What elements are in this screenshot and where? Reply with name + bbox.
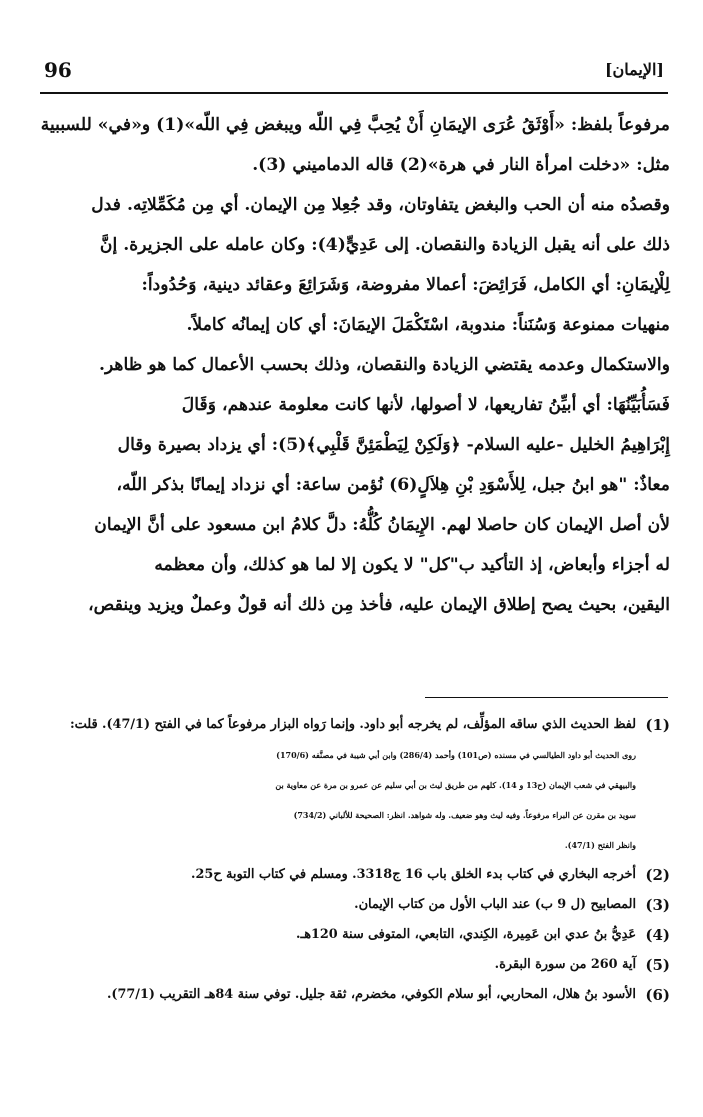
footnote-text: لفظ الحديث الذي ساقه المؤلِّف، لم يخرجه أبو داود. وإنما رَواه البزار مرفوعاً كما في الفتح (47/1). قلت: xyxy=(69,717,636,732)
running-head: [الإيمان] xyxy=(604,60,664,79)
footnote-number: (2) xyxy=(645,866,670,884)
footnote-number: (4) xyxy=(645,926,670,944)
text-line: مرفوعاً بلفظ: «أَوْثَقُ عُرَى الإيمَانِ أَنْ يُحِبَّ فِي اللّه ويبغض فِي اللّه»(1) و«في» للسببية xyxy=(40,115,670,135)
footnote xyxy=(40,950,670,980)
footnote xyxy=(40,710,670,740)
text-line: إِبْرَاهِيمُ الخليل -عليه السلام- ﴿وَلَكِنْ لِيَطْمَئِنَّ قَلْبِي﴾(5): أي يزداد بصيرة وقال xyxy=(117,435,670,455)
footnote-text: سويد بن مقرن عن البراء مرفوعاً. وفيه ليث وهو ضعيف. وله شواهد. انظر: الصحيحة للألباني (734/2) xyxy=(293,810,636,820)
footnote-text: وانظر الفتح (47/1). xyxy=(564,840,636,850)
footnote-number: (6) xyxy=(645,986,670,1004)
footnote xyxy=(40,920,670,950)
footnote-number: (3) xyxy=(645,896,670,914)
text-line: والاستكمال وعدمه يقتضي الزيادة والنقصان، وذلك بحسب الأعمال كما هو ظاهر. xyxy=(98,355,670,375)
text-line: لِلْإيمَانِ: أي الكامل، فَرَائِضَ: أعمالا مفروضة، وَشَرَائِعَ وعقائد دينية، وَحُدُوداً: xyxy=(141,275,670,295)
footnote-text: المصابيح (ل 9 ب) عند الباب الأول من كتاب الإيمان. xyxy=(354,897,636,912)
header-rule xyxy=(40,92,668,94)
footnotes xyxy=(40,710,670,1010)
text-line: فَسَأُبَيِّنُهَا: أي أبيِّنُ تفاريعها، لا أصولها، لأنها كانت معلومة عندهم، وَقَالَ xyxy=(181,395,670,415)
footnote-text: روى الحديث أبو داود الطيالسي في مسنده (ص101) وأحمد (286/4) وابن أبي شيبة في مصنَّفه (170/6) xyxy=(276,750,636,760)
footnote xyxy=(40,890,670,920)
footnote-text: والبيهقي في شعب الإيمان (ح13 و 14). كلهم من طريق ليث بن أبي سليم عن عمرو بن مرة عن معاوية بن xyxy=(275,780,636,790)
footnote-rule xyxy=(425,697,668,698)
footnote-text: الأسود بنُ هلال، المحاربي، أبو سلام الكوفي، مخضرم، ثقة جليل. توفي سنة 84هـ التقريب (77/1). xyxy=(106,987,636,1002)
text-line: له أجزاء وأبعاض، إذ التأكيد ب"كل" لا يكون إلا لما هو كذلك، وأن معظمه xyxy=(154,555,670,575)
main-text xyxy=(40,105,670,625)
footnote-text: آية 260 من سورة البقرة. xyxy=(494,957,636,972)
text-line: وقصدُه منه أن الحب والبغض يتفاوتان، وقد جُعِلا مِن الإيمان. أي مِن مُكَمِّلاتِه. فدل xyxy=(91,195,670,215)
text-line: اليقين، بحيث يصح إطلاق الإيمان عليه، فأخذ مِن ذلك أنه قولٌ وعملٌ ويزيد وينقص، xyxy=(88,595,670,615)
footnote xyxy=(40,980,670,1010)
text-line: منهيات ممنوعة وَسُنَناً: مندوبة، اسْتَكْمَلَ الإيمَانَ: أي كان إيمانُه كاملاً. xyxy=(186,315,670,335)
text-line: لأن أصل الإيمان كان حاصلا لهم. الإِيمَانُ كُلُّهُ: دلَّ كلامُ ابن مسعود على أنَّ الإيمان xyxy=(94,515,670,535)
text-line: ذلك على أنه يقبل الزيادة والنقصان. إلى عَدِيٍّ(4): وكان عامله على الجزيرة. إنَّ xyxy=(99,235,670,255)
footnote-text: أخرجه البخاري في كتاب بدء الخلق باب 16 ج3318. ومسلم في كتاب التوبة ح25. xyxy=(191,867,636,882)
text-line: مثل: «دخلت امرأة النار في هرة»(2) قاله الدماميني (3). xyxy=(252,155,670,175)
page-number: 96 xyxy=(44,58,72,82)
text-line: معاذٌ: "هو ابنُ جبل، لِلأَسْوَدِ بْنِ هِلاَلٍ(6) نُؤمن ساعة: أي نزداد إيمانًا بذكر اللّه، xyxy=(116,475,670,495)
footnote-text: عَدِيُّ بنُ عدي ابن عَمِيرة، الكِندي، التابعي، المتوفى سنة 120هـ. xyxy=(295,927,636,942)
footnote-number: (5) xyxy=(645,956,670,974)
page-header xyxy=(44,58,664,88)
footnote-number: (1) xyxy=(645,716,670,734)
footnote xyxy=(40,860,670,890)
